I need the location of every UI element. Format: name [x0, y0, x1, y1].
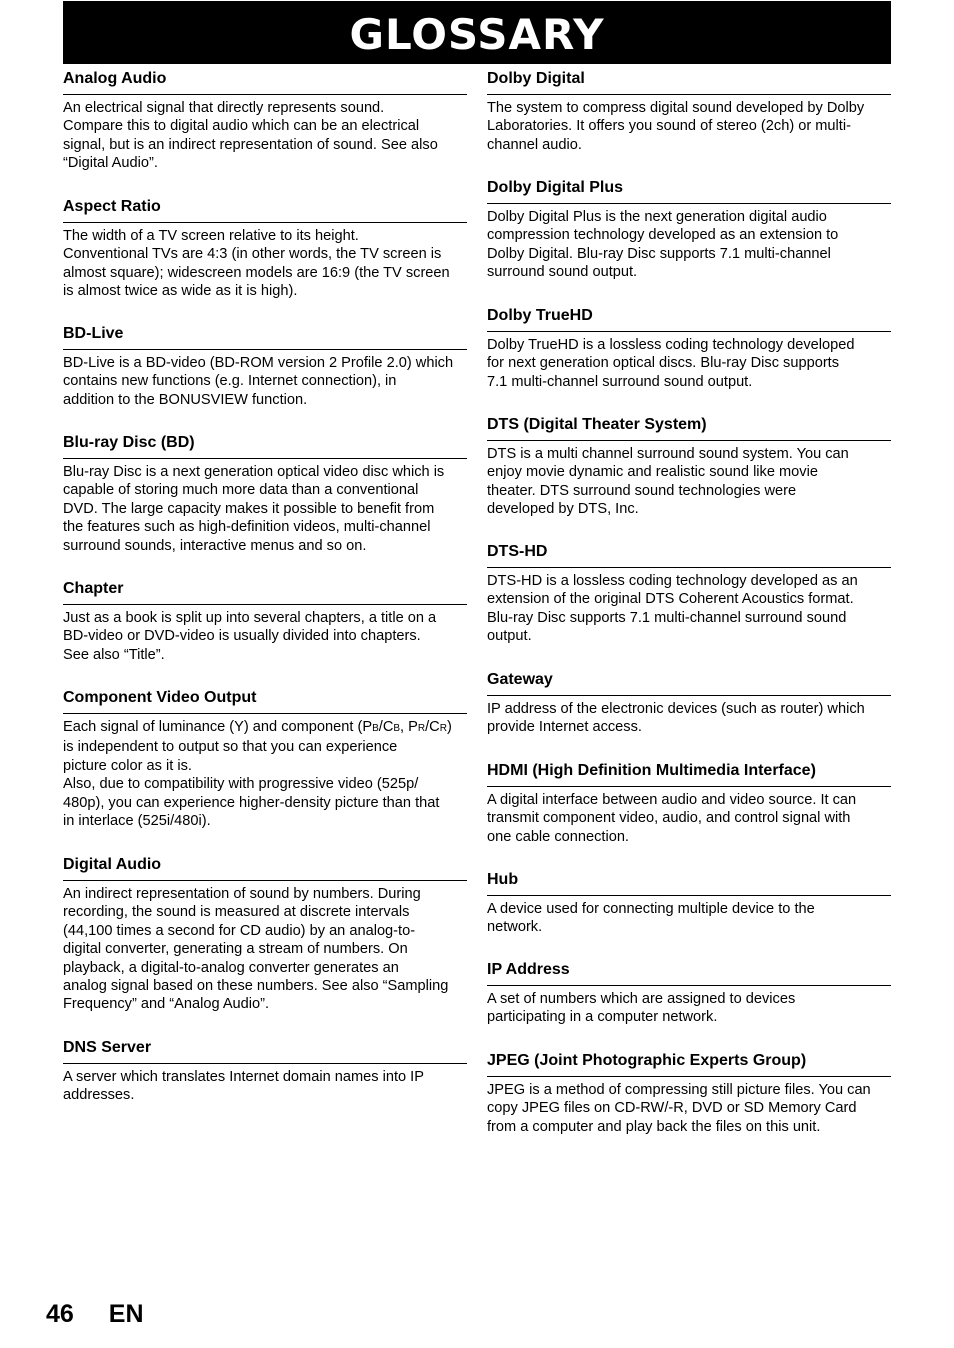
glossary-definition	[63, 718, 467, 830]
glossary-entry-dts-hd	[487, 541, 891, 646]
definition-line	[63, 718, 467, 738]
definition-line: An indirect representation of sound by numbers. During	[63, 886, 421, 902]
definition-line: playback, a digital-to-analog converter generates an	[63, 959, 399, 976]
glossary-term: Dolby Digital	[487, 68, 891, 95]
glossary-definition	[487, 208, 891, 282]
definition-line: Just as a book is split up into several chapters, a title on a	[63, 610, 437, 626]
glossary-entry-dolby-digital	[487, 68, 891, 154]
glossary-entry-analog-audio	[63, 68, 467, 173]
definition-line: analog signal based on these numbers. See also “Sampling	[63, 978, 449, 995]
glossary-definition	[487, 99, 891, 154]
definition-line: output.	[487, 628, 532, 645]
glossary-term: Dolby Digital Plus	[487, 177, 891, 204]
glossary-entry-blu-ray-disc	[63, 432, 467, 555]
subscript-text: R	[439, 723, 447, 734]
glossary-term: Hub	[487, 869, 891, 896]
glossary-definition	[487, 990, 891, 1027]
glossary-definition	[487, 791, 891, 846]
glossary-term: IP Address	[487, 959, 891, 986]
glossary-definition	[63, 885, 467, 1014]
glossary-entry-jpeg	[487, 1050, 891, 1136]
glossary-term: Dolby TrueHD	[487, 305, 891, 332]
glossary-term: Digital Audio	[63, 854, 467, 881]
definition-line: BD-Live is a BD-video (BD-ROM version 2 Profile 2.0) which	[63, 355, 454, 371]
definition-line: recording, the sound is measured at discrete intervals	[63, 904, 410, 921]
glossary-definition	[487, 445, 891, 519]
glossary-term: DTS-HD	[487, 541, 891, 568]
definition-line: Frequency” and “Analog Audio”.	[63, 996, 270, 1013]
glossary-term: Analog Audio	[63, 68, 467, 95]
page-header-banner	[63, 1, 891, 64]
definition-line: An electrical signal that directly represents sound.	[63, 100, 385, 116]
glossary-entry-digital-audio	[63, 854, 467, 1014]
subscript-text: R	[417, 723, 426, 734]
glossary-entry-dolby-digital-plus	[487, 177, 891, 282]
glossary-term: JPEG (Joint Photographic Experts Group)	[487, 1050, 891, 1077]
glossary-definition	[63, 99, 467, 173]
definition-line: A digital interface between audio and video source. It can	[487, 792, 857, 808]
glossary-entry-dolby-truehd	[487, 305, 891, 391]
definition-line: participating in a computer network.	[487, 1009, 718, 1026]
glossary-term: Component Video Output	[63, 687, 467, 714]
definition-line: is independent to output so that you can experience	[63, 739, 398, 756]
glossary-term: Blu-ray Disc (BD)	[63, 432, 467, 459]
right-column	[487, 68, 891, 1135]
definition-line: theater. DTS surround sound technologies were	[487, 482, 797, 499]
definition-line: provide Internet access.	[487, 719, 642, 736]
definition-line: contains new functions (e.g. Internet connection), in	[63, 373, 397, 390]
glossary-entry-aspect-ratio	[63, 196, 467, 301]
definition-line: Laboratories. It offers you sound of stereo (2ch) or multi-	[487, 118, 851, 135]
definition-line: The width of a TV screen relative to its height.	[63, 228, 359, 244]
definition-line: 480p), you can experience higher-density picture than that	[63, 794, 440, 811]
definition-line: enjoy movie dynamic and realistic sound like movie	[487, 464, 818, 481]
definition-line: A device used for connecting multiple device to the	[487, 901, 815, 917]
definition-line: copy JPEG files on CD-RW/-R, DVD or SD Memory Card	[487, 1100, 857, 1117]
definition-line: Blu-ray Disc supports 7.1 multi-channel surround sound	[487, 609, 847, 626]
definition-line: from a computer and play back the files on this unit.	[487, 1118, 821, 1135]
definition-text: Each signal of luminance (Y) and component (	[63, 719, 363, 735]
subscript-text: B	[393, 723, 401, 734]
definition-line: picture color as it is.	[63, 757, 192, 774]
glossary-entry-dns-server	[63, 1037, 467, 1105]
definition-text: P	[362, 719, 373, 735]
definition-line: digital converter, generating a stream of numbers. On	[63, 941, 408, 958]
definition-line: “Digital Audio”.	[63, 155, 158, 172]
glossary-term: HDMI (High Definition Multimedia Interface)	[487, 760, 891, 787]
page-footer	[46, 1296, 144, 1332]
glossary-definition	[487, 572, 891, 646]
glossary-definition	[63, 354, 467, 409]
page-title: GLOSSARY	[349, 10, 605, 59]
glossary-entry-hdmi	[487, 760, 891, 846]
definition-line: channel audio.	[487, 136, 582, 153]
page-number: 46	[46, 1300, 74, 1328]
definition-line: developed by DTS, Inc.	[487, 501, 639, 518]
definition-line: signal, but is an indirect representation of sound. See also	[63, 136, 438, 153]
glossary-term: Gateway	[487, 669, 891, 696]
definition-text: )	[446, 719, 452, 735]
definition-text: /	[425, 719, 430, 735]
definition-text: /	[378, 719, 383, 735]
definition-line: one cable connection.	[487, 828, 629, 845]
definition-line: network.	[487, 919, 543, 936]
definition-line: capable of storing much more data than a conventional	[63, 482, 419, 499]
definition-line: the features such as high-definition videos, multi-channel	[63, 519, 431, 536]
definition-text: C	[429, 719, 440, 735]
definition-line: extension of the original DTS Coherent Acoustics format.	[487, 591, 854, 608]
glossary-entry-gateway	[487, 669, 891, 737]
definition-line: IP address of the electronic devices (such as router) which	[487, 701, 865, 717]
definition-line: compression technology developed as an extension to	[487, 227, 839, 244]
definition-line: Conventional TVs are 4:3 (in other words, the TV screen is	[63, 246, 442, 263]
definition-line: almost square); widescreen models are 16:9 (the TV screen	[63, 264, 450, 281]
definition-line: addition to the BONUSVIEW function.	[63, 391, 308, 408]
definition-line: Also, due to compatibility with progressive video (525p/	[63, 776, 419, 793]
language-code: EN	[108, 1300, 144, 1328]
definition-line: DVD. The large capacity makes it possible to benefit from	[63, 500, 435, 517]
glossary-entry-component-video-output	[63, 687, 467, 830]
glossary-definition	[487, 700, 891, 737]
definition-line: A server which translates Internet domain names into IP	[63, 1069, 424, 1085]
glossary-definition	[487, 1081, 891, 1136]
glossary-term: BD-Live	[63, 323, 467, 350]
glossary-entry-bd-live	[63, 323, 467, 409]
definition-line: 7.1 multi-channel surround sound output.	[487, 373, 753, 390]
definition-line: The system to compress digital sound developed by Dolby	[487, 100, 865, 116]
glossary-definition	[487, 336, 891, 391]
definition-line: surround sound output.	[487, 264, 638, 281]
glossary-entry-dts	[487, 414, 891, 519]
glossary-definition	[63, 1068, 467, 1105]
definition-line: DTS-HD is a lossless coding technology developed as an	[487, 573, 858, 589]
definition-line: is almost twice as wide as it is high).	[63, 283, 298, 300]
glossary-definition	[63, 609, 467, 664]
glossary-entry-ip-address	[487, 959, 891, 1027]
definition-line: Dolby Digital. Blu-ray Disc supports 7.1 multi-channel	[487, 245, 831, 262]
definition-line: surround sounds, interactive menus and so on.	[63, 537, 367, 554]
definition-line: Blu-ray Disc is a next generation optical video disc which is	[63, 464, 445, 480]
definition-text: P	[408, 719, 418, 735]
glossary-term: Chapter	[63, 578, 467, 605]
definition-line: transmit component video, audio, and control signal with	[487, 810, 851, 827]
definition-line: Dolby TrueHD is a lossless coding technology developed	[487, 337, 855, 353]
definition-line: (44,100 times a second for CD audio) by an analog-to-	[63, 922, 416, 939]
definition-line: addresses.	[63, 1087, 135, 1104]
definition-text: C	[382, 719, 394, 735]
definition-line: Dolby Digital Plus is the next generation digital audio	[487, 209, 827, 225]
definition-line: Compare this to digital audio which can be an electrical	[63, 118, 420, 135]
glossary-entry-chapter	[63, 578, 467, 664]
glossary-term: Aspect Ratio	[63, 196, 467, 223]
definition-line: in interlace (525i/480i).	[63, 813, 211, 830]
definition-text: ,	[400, 719, 409, 735]
definition-line: for next generation optical discs. Blu-ray Disc supports	[487, 355, 840, 372]
glossary-term: DNS Server	[63, 1037, 467, 1064]
definition-line: See also “Title”.	[63, 646, 165, 663]
glossary-definition	[63, 227, 467, 301]
glossary-definition	[487, 900, 891, 937]
definition-line: JPEG is a method of compressing still picture files. You can	[487, 1082, 871, 1098]
glossary-definition	[63, 463, 467, 555]
definition-line: A set of numbers which are assigned to devices	[487, 991, 796, 1007]
left-column	[63, 68, 467, 1104]
definition-line: BD-video or DVD-video is usually divided into chapters.	[63, 628, 421, 645]
glossary-term: DTS (Digital Theater System)	[487, 414, 891, 441]
glossary-entry-hub	[487, 869, 891, 937]
definition-line: DTS is a multi channel surround sound system. You can	[487, 446, 849, 462]
subscript-text: B	[372, 723, 379, 734]
